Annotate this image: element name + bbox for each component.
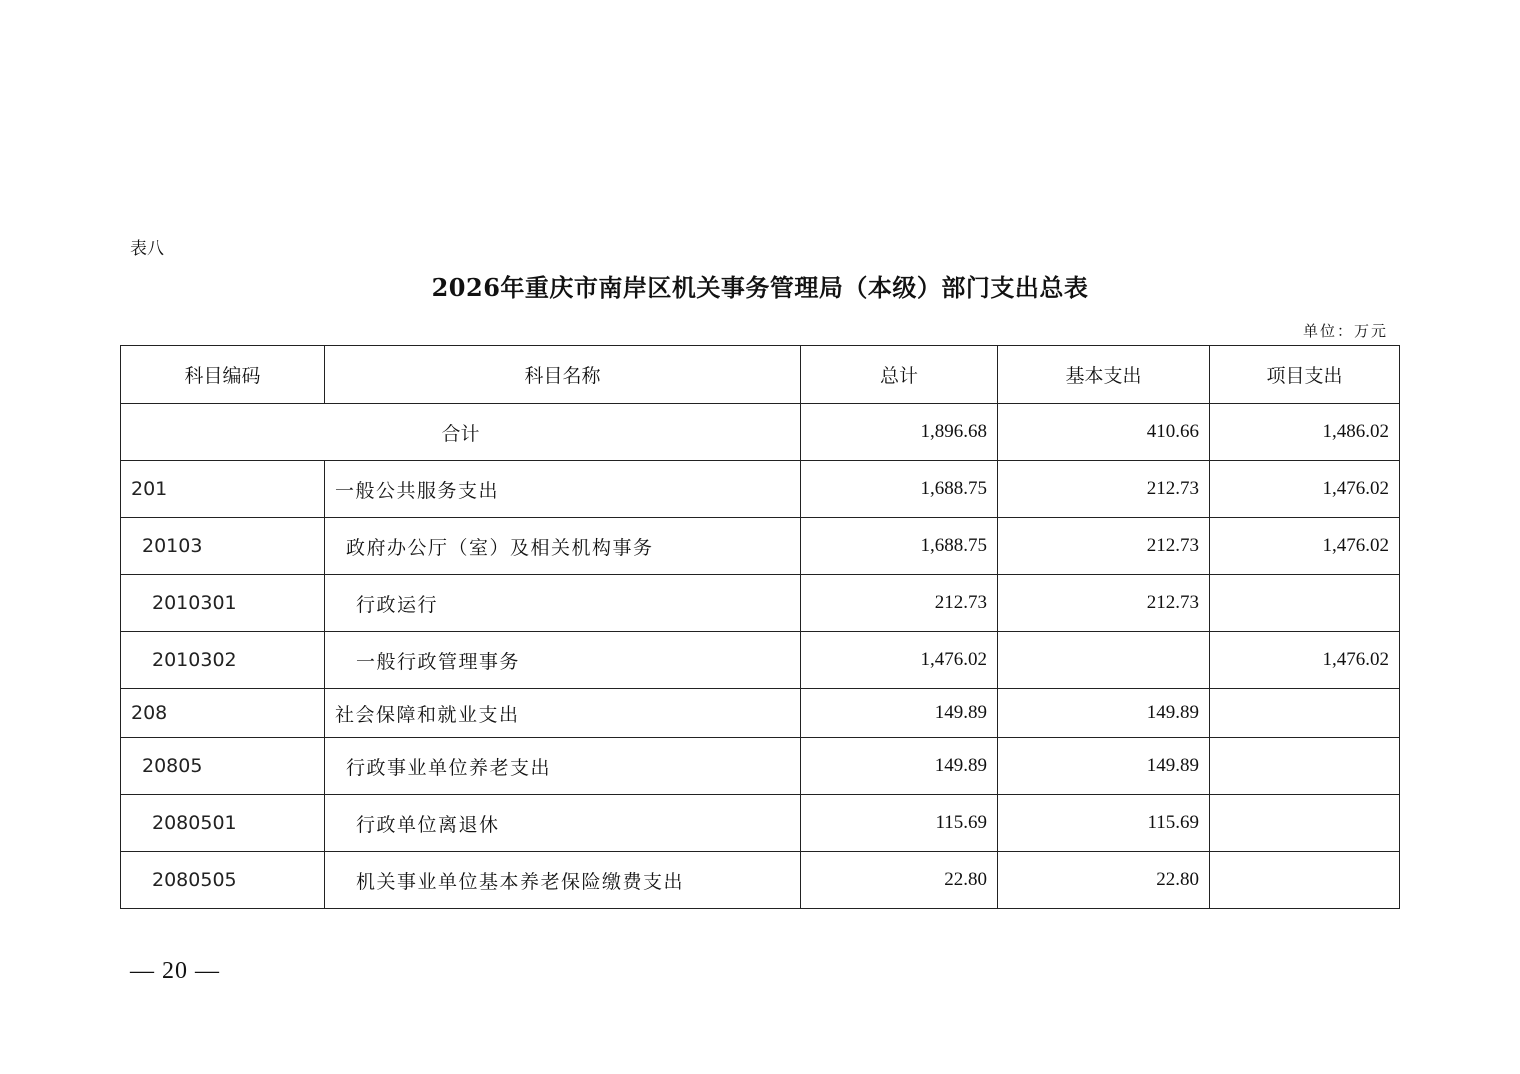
row-project: 1,476.02 — [1210, 518, 1400, 575]
row-name: 政府办公厅（室）及相关机构事务 — [325, 518, 801, 575]
row-basic — [998, 632, 1210, 689]
table-row — [121, 632, 1400, 689]
row-code: 20805 — [121, 738, 325, 795]
table-row — [121, 518, 1400, 575]
table-row — [121, 575, 1400, 632]
table-header-row — [121, 346, 1400, 404]
row-name: 社会保障和就业支出 — [325, 689, 801, 738]
row-total: 149.89 — [801, 738, 998, 795]
row-total: 115.69 — [801, 795, 998, 852]
row-name: 行政运行 — [325, 575, 801, 632]
header-code: 科目编码 — [121, 346, 325, 404]
row-total: 1,476.02 — [801, 632, 998, 689]
total-total: 1,896.68 — [801, 404, 998, 461]
row-code: 208 — [121, 689, 325, 738]
header-basic: 基本支出 — [998, 346, 1210, 404]
row-project: 1,476.02 — [1210, 632, 1400, 689]
total-row — [121, 404, 1400, 461]
unit-label: 单位：万元 — [1302, 322, 1388, 340]
row-basic: 212.73 — [998, 575, 1210, 632]
row-project — [1210, 852, 1400, 909]
row-basic: 212.73 — [998, 461, 1210, 518]
row-code: 2010302 — [121, 632, 325, 689]
total-label: 合计 — [121, 404, 801, 461]
row-basic: 115.69 — [998, 795, 1210, 852]
table-row — [121, 852, 1400, 909]
row-name: 机关事业单位基本养老保险缴费支出 — [325, 852, 801, 909]
row-code: 20103 — [121, 518, 325, 575]
table-row — [121, 689, 1400, 738]
table-row — [121, 795, 1400, 852]
row-code: 201 — [121, 461, 325, 518]
row-name: 一般行政管理事务 — [325, 632, 801, 689]
row-project — [1210, 689, 1400, 738]
row-project: 1,476.02 — [1210, 461, 1400, 518]
row-total: 22.80 — [801, 852, 998, 909]
page-title: 2026年重庆市南岸区机关事务管理局（本级）部门支出总表 — [431, 273, 1089, 302]
header-total: 总计 — [801, 346, 998, 404]
table-row — [121, 738, 1400, 795]
row-project — [1210, 738, 1400, 795]
row-total: 1,688.75 — [801, 518, 998, 575]
row-code: 2010301 — [121, 575, 325, 632]
row-name: 一般公共服务支出 — [325, 461, 801, 518]
total-basic: 410.66 — [998, 404, 1210, 461]
row-total: 212.73 — [801, 575, 998, 632]
row-basic: 149.89 — [998, 689, 1210, 738]
row-name: 行政事业单位养老支出 — [325, 738, 801, 795]
row-project — [1210, 575, 1400, 632]
row-basic: 149.89 — [998, 738, 1210, 795]
total-project: 1,486.02 — [1210, 404, 1400, 461]
row-total: 149.89 — [801, 689, 998, 738]
row-project — [1210, 795, 1400, 852]
header-name: 科目名称 — [325, 346, 801, 404]
table-label: 表八 — [130, 239, 164, 259]
row-basic: 212.73 — [998, 518, 1210, 575]
page-number: — 20 — — [130, 958, 220, 984]
expenditure-table — [120, 345, 1400, 909]
row-code: 2080505 — [121, 852, 325, 909]
row-name: 行政单位离退休 — [325, 795, 801, 852]
header-project: 项目支出 — [1210, 346, 1400, 404]
row-total: 1,688.75 — [801, 461, 998, 518]
row-code: 2080501 — [121, 795, 325, 852]
table-row — [121, 461, 1400, 518]
row-basic: 22.80 — [998, 852, 1210, 909]
